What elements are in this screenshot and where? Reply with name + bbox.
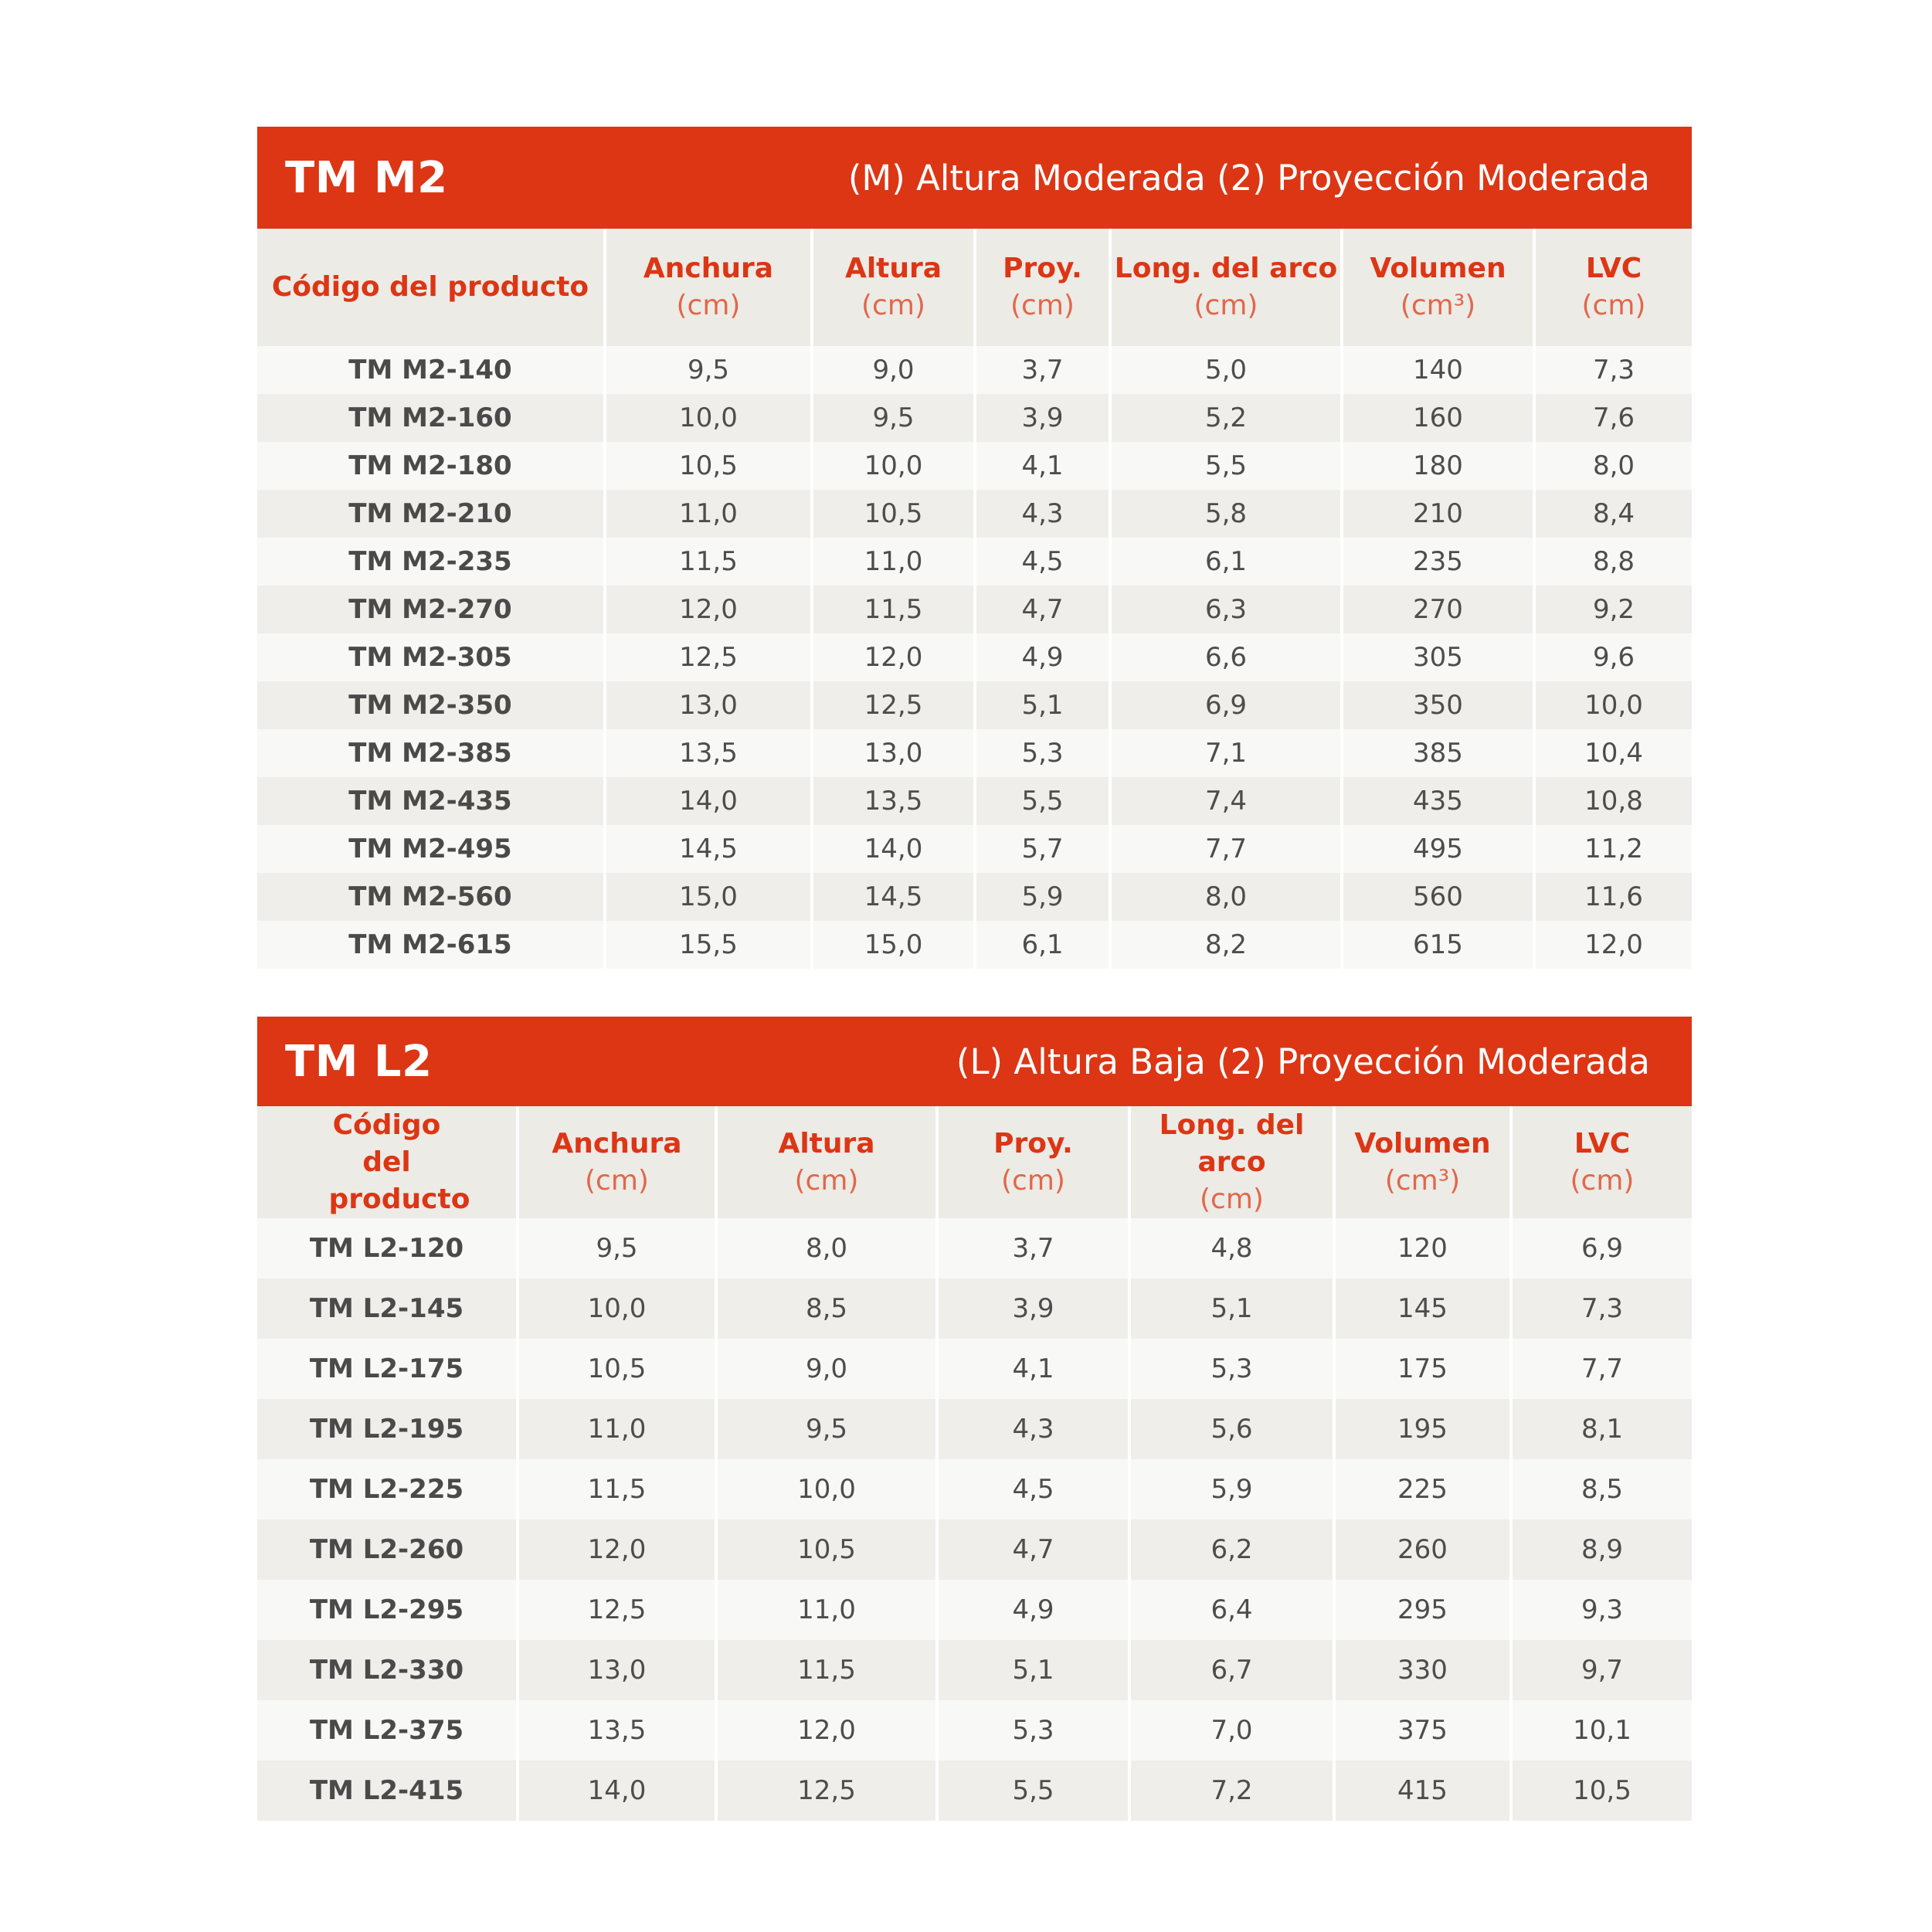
value-cell: 4,8 — [1129, 1218, 1334, 1278]
column-header-code: Código del producto — [257, 229, 605, 346]
value-cell: 8,5 — [716, 1278, 937, 1339]
value-cell: 9,5 — [605, 346, 812, 394]
value-cell: 10,0 — [812, 442, 975, 490]
value-cell: 10,4 — [1534, 729, 1692, 777]
value-cell: 5,2 — [1110, 394, 1342, 442]
value-cell: 15,5 — [605, 921, 812, 969]
value-cell: 14,5 — [605, 825, 812, 873]
value-cell: 385 — [1342, 729, 1534, 777]
column-header-arc-length: Long. del arco (cm) — [1129, 1106, 1334, 1218]
table-row — [257, 1519, 1692, 1580]
value-cell: 9,5 — [716, 1399, 937, 1459]
value-cell: 7,7 — [1110, 825, 1342, 873]
value-cell: 5,1 — [937, 1640, 1129, 1700]
value-cell: 7,0 — [1129, 1700, 1334, 1761]
product-code-cell: TM L2-260 — [257, 1519, 518, 1580]
column-header-projection: Proy. (cm) — [937, 1106, 1129, 1218]
value-cell: 14,5 — [812, 873, 975, 921]
value-cell: 4,3 — [975, 490, 1110, 538]
value-cell: 260 — [1334, 1519, 1511, 1580]
product-code-cell: TM L2-225 — [257, 1459, 518, 1519]
value-cell: 3,9 — [937, 1278, 1129, 1339]
value-cell: 5,5 — [975, 777, 1110, 825]
product-code-cell: TM M2-270 — [257, 586, 605, 633]
value-cell: 5,5 — [937, 1761, 1129, 1821]
value-cell: 375 — [1334, 1700, 1511, 1761]
value-cell: 330 — [1334, 1640, 1511, 1700]
value-cell: 5,7 — [975, 825, 1110, 873]
spec-table — [257, 229, 1692, 969]
product-code-cell: TM L2-295 — [257, 1580, 518, 1640]
value-cell: 4,7 — [937, 1519, 1129, 1580]
value-cell: 9,0 — [716, 1339, 937, 1399]
value-cell: 8,5 — [1511, 1459, 1692, 1519]
value-cell: 7,3 — [1511, 1278, 1692, 1339]
table-row — [257, 1218, 1692, 1278]
value-cell: 12,0 — [716, 1700, 937, 1761]
column-header-height: Altura (cm) — [716, 1106, 937, 1218]
product-code-cell: TM L2-145 — [257, 1278, 518, 1339]
column-header-width: Anchura (cm) — [605, 229, 812, 346]
value-cell: 6,4 — [1129, 1580, 1334, 1640]
value-cell: 5,3 — [1129, 1339, 1334, 1399]
product-code-cell: TM M2-160 — [257, 394, 605, 442]
value-cell: 7,4 — [1110, 777, 1342, 825]
value-cell: 12,0 — [605, 586, 812, 633]
value-cell: 10,8 — [1534, 777, 1692, 825]
value-cell: 235 — [1342, 538, 1534, 586]
value-cell: 4,5 — [937, 1459, 1129, 1519]
table-row — [257, 346, 1692, 394]
table-row — [257, 681, 1692, 729]
value-cell: 270 — [1342, 586, 1534, 633]
value-cell: 10,5 — [812, 490, 975, 538]
value-cell: 8,0 — [1110, 873, 1342, 921]
value-cell: 7,2 — [1129, 1761, 1334, 1821]
value-cell: 5,3 — [975, 729, 1110, 777]
value-cell: 5,8 — [1110, 490, 1342, 538]
value-cell: 13,5 — [605, 729, 812, 777]
value-cell: 415 — [1334, 1761, 1511, 1821]
value-cell: 4,1 — [937, 1339, 1129, 1399]
product-code-cell: TM L2-330 — [257, 1640, 518, 1700]
table-row — [257, 1278, 1692, 1339]
value-cell: 11,0 — [812, 538, 975, 586]
product-code-cell: TM M2-305 — [257, 633, 605, 681]
value-cell: 13,5 — [518, 1700, 716, 1761]
value-cell: 12,0 — [518, 1519, 716, 1580]
value-cell: 3,7 — [975, 346, 1110, 394]
value-cell: 495 — [1342, 825, 1534, 873]
value-cell: 615 — [1342, 921, 1534, 969]
table-row — [257, 873, 1692, 921]
value-cell: 350 — [1342, 681, 1534, 729]
value-cell: 11,0 — [716, 1580, 937, 1640]
value-cell: 10,0 — [518, 1278, 716, 1339]
value-cell: 160 — [1342, 394, 1534, 442]
value-cell: 12,5 — [518, 1580, 716, 1640]
value-cell: 4,5 — [975, 538, 1110, 586]
spec-table — [257, 1106, 1692, 1821]
header-row — [257, 229, 1692, 346]
value-cell: 7,3 — [1534, 346, 1692, 394]
value-cell: 9,2 — [1534, 586, 1692, 633]
table-row — [257, 586, 1692, 633]
value-cell: 9,0 — [812, 346, 975, 394]
table-row — [257, 538, 1692, 586]
value-cell: 225 — [1334, 1459, 1511, 1519]
value-cell: 13,0 — [605, 681, 812, 729]
product-code-cell: TM M2-560 — [257, 873, 605, 921]
value-cell: 6,2 — [1129, 1519, 1334, 1580]
value-cell: 10,0 — [716, 1459, 937, 1519]
product-code-cell: TM M2-235 — [257, 538, 605, 586]
value-cell: 4,9 — [975, 633, 1110, 681]
table-row — [257, 1339, 1692, 1399]
value-cell: 3,7 — [937, 1218, 1129, 1278]
value-cell: 8,8 — [1534, 538, 1692, 586]
table-row — [257, 1761, 1692, 1821]
table-subtitle: (L) Altura Baja (2) Proyección Moderada — [956, 1041, 1650, 1082]
table-tm-l2 — [257, 1017, 1692, 1821]
product-code-cell: TM M2-140 — [257, 346, 605, 394]
value-cell: 14,0 — [812, 825, 975, 873]
value-cell: 5,5 — [1110, 442, 1342, 490]
value-cell: 10,1 — [1511, 1700, 1692, 1761]
value-cell: 7,1 — [1110, 729, 1342, 777]
value-cell: 9,3 — [1511, 1580, 1692, 1640]
value-cell: 14,0 — [605, 777, 812, 825]
value-cell: 5,9 — [1129, 1459, 1334, 1519]
column-header-width: Anchura (cm) — [518, 1106, 716, 1218]
value-cell: 6,7 — [1129, 1640, 1334, 1700]
table-row — [257, 921, 1692, 969]
value-cell: 305 — [1342, 633, 1534, 681]
value-cell: 9,7 — [1511, 1640, 1692, 1700]
value-cell: 11,2 — [1534, 825, 1692, 873]
value-cell: 6,1 — [1110, 538, 1342, 586]
value-cell: 9,6 — [1534, 633, 1692, 681]
value-cell: 4,7 — [975, 586, 1110, 633]
table-tm-m2 — [257, 127, 1692, 969]
value-cell: 13,5 — [812, 777, 975, 825]
table-row — [257, 394, 1692, 442]
table-row — [257, 729, 1692, 777]
header-row — [257, 1106, 1692, 1218]
value-cell: 11,6 — [1534, 873, 1692, 921]
value-cell: 13,0 — [518, 1640, 716, 1700]
value-cell: 10,0 — [1534, 681, 1692, 729]
value-cell: 6,1 — [975, 921, 1110, 969]
value-cell: 5,6 — [1129, 1399, 1334, 1459]
table-banner — [257, 127, 1692, 229]
product-code-cell: TM M2-385 — [257, 729, 605, 777]
product-code-cell: TM L2-195 — [257, 1399, 518, 1459]
value-cell: 175 — [1334, 1339, 1511, 1399]
value-cell: 7,6 — [1534, 394, 1692, 442]
product-code-cell: TM M2-350 — [257, 681, 605, 729]
value-cell: 180 — [1342, 442, 1534, 490]
value-cell: 8,9 — [1511, 1519, 1692, 1580]
value-cell: 10,0 — [605, 394, 812, 442]
column-header-height: Altura (cm) — [812, 229, 975, 346]
table-row — [257, 490, 1692, 538]
value-cell: 10,5 — [518, 1339, 716, 1399]
value-cell: 8,0 — [716, 1218, 937, 1278]
table-row — [257, 1700, 1692, 1761]
value-cell: 10,5 — [605, 442, 812, 490]
value-cell: 11,5 — [518, 1459, 716, 1519]
value-cell: 295 — [1334, 1580, 1511, 1640]
value-cell: 195 — [1334, 1399, 1511, 1459]
column-header-volume: Volumen (cm³) — [1334, 1106, 1511, 1218]
value-cell: 5,1 — [975, 681, 1110, 729]
value-cell: 4,9 — [937, 1580, 1129, 1640]
value-cell: 210 — [1342, 490, 1534, 538]
column-header-lvc: LVC (cm) — [1534, 229, 1692, 346]
value-cell: 140 — [1342, 346, 1534, 394]
value-cell: 12,0 — [1534, 921, 1692, 969]
value-cell: 12,5 — [605, 633, 812, 681]
column-header-volume: Volumen (cm³) — [1342, 229, 1534, 346]
value-cell: 11,5 — [716, 1640, 937, 1700]
product-code-cell: TM M2-495 — [257, 825, 605, 873]
product-code-cell: TM M2-435 — [257, 777, 605, 825]
value-cell: 8,2 — [1110, 921, 1342, 969]
value-cell: 11,0 — [518, 1399, 716, 1459]
table-row — [257, 1399, 1692, 1459]
value-cell: 11,0 — [605, 490, 812, 538]
column-header-arc-length: Long. del arco (cm) — [1110, 229, 1342, 346]
table-row — [257, 1580, 1692, 1640]
value-cell: 12,5 — [716, 1761, 937, 1821]
value-cell: 435 — [1342, 777, 1534, 825]
table-title: TM M2 — [285, 152, 448, 203]
value-cell: 10,5 — [716, 1519, 937, 1580]
value-cell: 11,5 — [605, 538, 812, 586]
value-cell: 12,5 — [812, 681, 975, 729]
value-cell: 8,1 — [1511, 1399, 1692, 1459]
value-cell: 6,3 — [1110, 586, 1342, 633]
table-row — [257, 1640, 1692, 1700]
value-cell: 5,3 — [937, 1700, 1129, 1761]
column-header-projection: Proy. (cm) — [975, 229, 1110, 346]
table-row — [257, 777, 1692, 825]
value-cell: 14,0 — [518, 1761, 716, 1821]
table-row — [257, 442, 1692, 490]
value-cell: 15,0 — [812, 921, 975, 969]
column-header-code: Código del producto — [257, 1106, 518, 1218]
value-cell: 6,9 — [1511, 1218, 1692, 1278]
value-cell: 15,0 — [605, 873, 812, 921]
value-cell: 560 — [1342, 873, 1534, 921]
value-cell: 11,5 — [812, 586, 975, 633]
value-cell: 120 — [1334, 1218, 1511, 1278]
value-cell: 145 — [1334, 1278, 1511, 1339]
table-subtitle: (M) Altura Moderada (2) Proyección Moderada — [847, 157, 1650, 199]
product-code-cell: TM L2-175 — [257, 1339, 518, 1399]
value-cell: 9,5 — [812, 394, 975, 442]
column-header-lvc: LVC (cm) — [1511, 1106, 1692, 1218]
value-cell: 3,9 — [975, 394, 1110, 442]
value-cell: 5,0 — [1110, 346, 1342, 394]
table-row — [257, 633, 1692, 681]
product-code-cell: TM L2-415 — [257, 1761, 518, 1821]
value-cell: 9,5 — [518, 1218, 716, 1278]
table-row — [257, 825, 1692, 873]
value-cell: 5,1 — [1129, 1278, 1334, 1339]
table-title: TM L2 — [285, 1036, 433, 1087]
value-cell: 12,0 — [812, 633, 975, 681]
value-cell: 13,0 — [812, 729, 975, 777]
value-cell: 4,3 — [937, 1399, 1129, 1459]
value-cell: 6,6 — [1110, 633, 1342, 681]
product-code-cell: TM L2-375 — [257, 1700, 518, 1761]
value-cell: 6,9 — [1110, 681, 1342, 729]
value-cell: 10,5 — [1511, 1761, 1692, 1821]
value-cell: 8,4 — [1534, 490, 1692, 538]
product-code-cell: TM M2-180 — [257, 442, 605, 490]
value-cell: 7,7 — [1511, 1339, 1692, 1399]
value-cell: 5,9 — [975, 873, 1110, 921]
product-code-cell: TM L2-120 — [257, 1218, 518, 1278]
value-cell: 8,0 — [1534, 442, 1692, 490]
product-code-cell: TM M2-615 — [257, 921, 605, 969]
product-code-cell: TM M2-210 — [257, 490, 605, 538]
table-banner — [257, 1017, 1692, 1106]
value-cell: 4,1 — [975, 442, 1110, 490]
table-row — [257, 1459, 1692, 1519]
